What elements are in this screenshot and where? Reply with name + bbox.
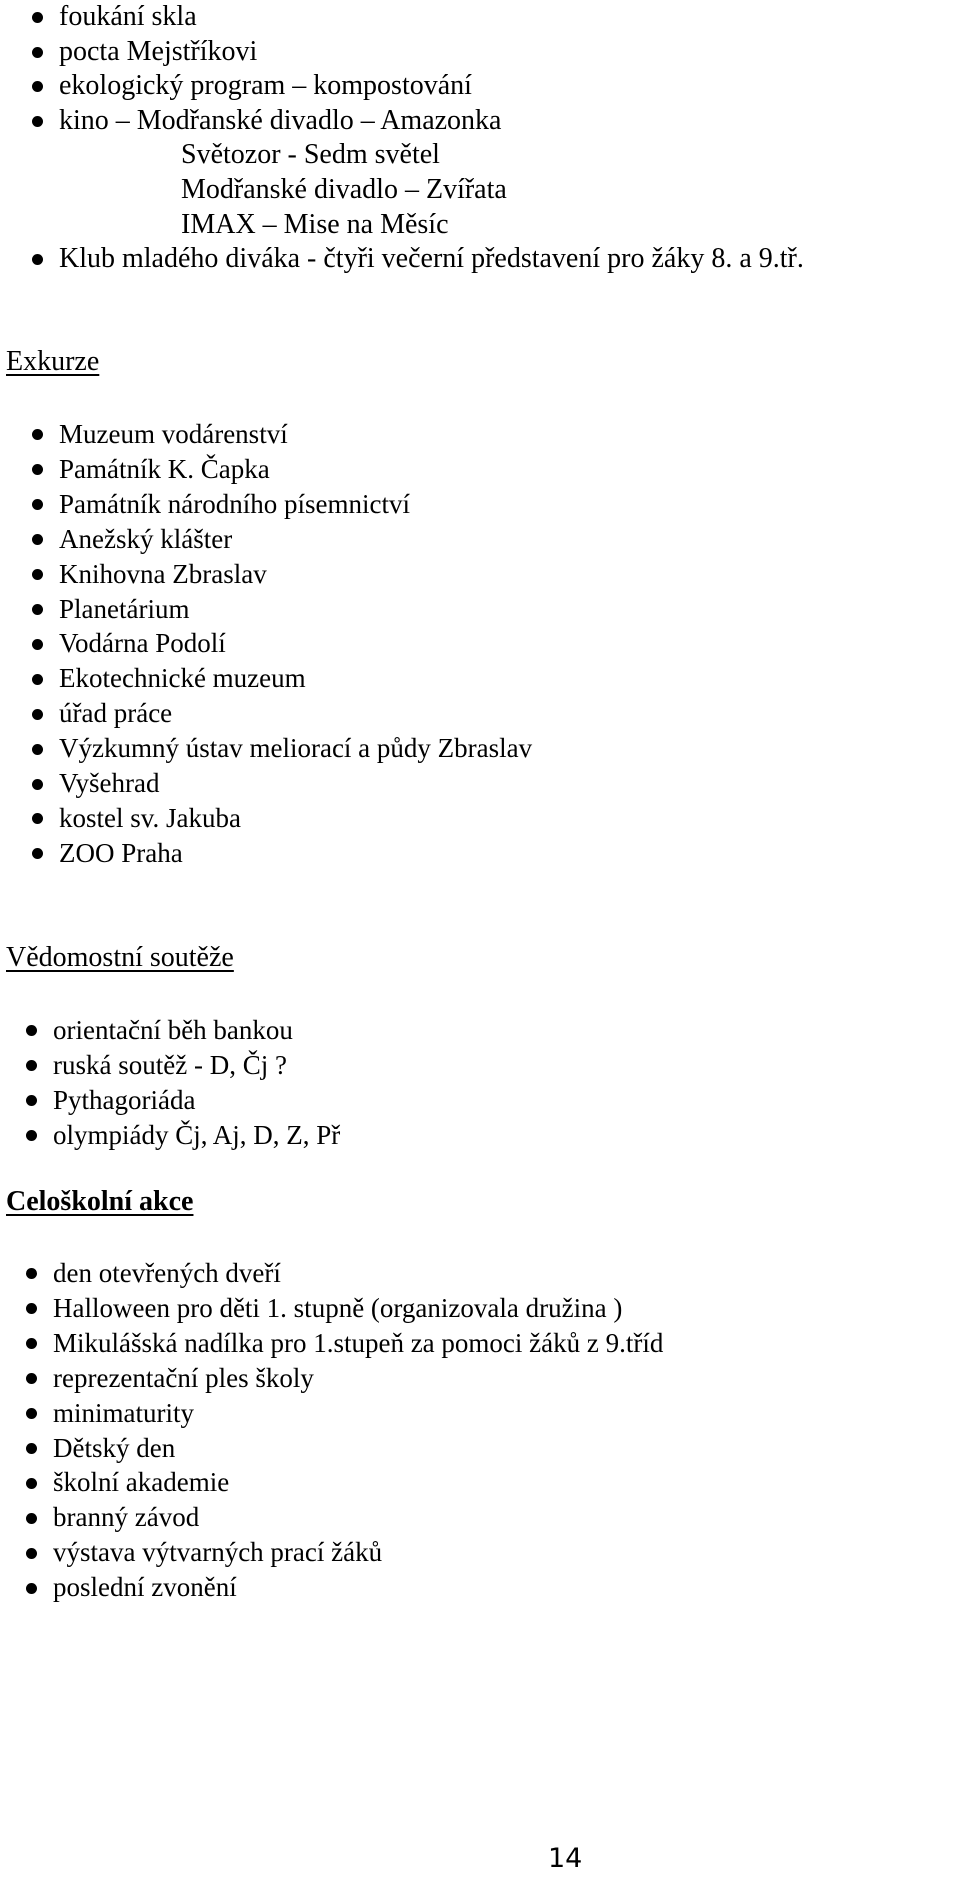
list-item: Vyšehrad (59, 766, 532, 801)
bullet-icon (26, 1548, 37, 1559)
list-item: Památník K. Čapka (59, 452, 532, 487)
bullet-icon (26, 1303, 37, 1314)
bullet-icon (32, 709, 43, 720)
list-item: orientační běh bankou (53, 1013, 340, 1048)
list-item: školní akademie (53, 1465, 663, 1500)
bullet-icon (32, 779, 43, 790)
bullet-icon (26, 1025, 37, 1036)
bullet-icon (26, 1583, 37, 1594)
list-item-continuation: Světozor - Sedm světel (181, 139, 440, 171)
list-item: branný závod (53, 1500, 663, 1535)
bullet-icon (26, 1478, 37, 1489)
heading-celoskolni-akce: Celoškolní akce (6, 1186, 194, 1217)
celoskolni-list (53, 1256, 663, 1605)
bullet-icon (26, 1130, 37, 1141)
list-item: Klub mladého diváka - čtyři večerní představení pro žáky 8. a 9.tř. (59, 242, 804, 277)
bullet-icon (26, 1338, 37, 1349)
vedomostni-list (53, 1013, 340, 1153)
bullet-icon (32, 464, 43, 475)
list-item: Knihovna Zbraslav (59, 557, 532, 592)
list-item: ruská soutěž - D, Čj ? (53, 1048, 340, 1083)
list-item: den otevřených dveří (53, 1256, 663, 1291)
bullet-icon (32, 813, 43, 824)
list-item: reprezentační ples školy (53, 1361, 663, 1396)
list-item: Památník národního písemnictví (59, 487, 532, 522)
list-item: Vodárna Podolí (59, 626, 532, 661)
bullet-icon (32, 81, 43, 92)
bullet-icon (26, 1060, 37, 1071)
bullet-icon (32, 848, 43, 859)
list-item: úřad práce (59, 696, 532, 731)
list-item-continuation: IMAX – Mise na Měsíc (181, 208, 449, 240)
page-number: 14 (548, 1843, 583, 1874)
list-item: minimaturity (53, 1396, 663, 1431)
list-item: Pythagoriáda (53, 1083, 340, 1118)
heading-exkurze: Exkurze (6, 346, 100, 377)
bullet-icon (26, 1408, 37, 1419)
bullet-icon (26, 1513, 37, 1524)
bullet-icon (26, 1268, 37, 1279)
bullet-icon (32, 499, 43, 510)
list-item: Planetárium (59, 592, 532, 627)
list-item: ZOO Praha (59, 836, 532, 871)
list-item-continuation: Modřanské divadlo – Zvířata (181, 173, 507, 205)
list-item: foukání skla (59, 0, 804, 35)
list-item: Výzkumný ústav meliorací a půdy Zbraslav (59, 731, 532, 766)
list-item: Anežský klášter (59, 522, 532, 557)
bullet-icon (32, 429, 43, 440)
bullet-icon (32, 116, 43, 127)
bullet-icon (32, 604, 43, 615)
bullet-icon (32, 47, 43, 58)
bullet-icon (32, 12, 43, 23)
list-item: výstava výtvarných prací žáků (53, 1535, 663, 1570)
list-item: Ekotechnické muzeum (59, 661, 532, 696)
bullet-icon (26, 1373, 37, 1384)
list-item: Mikulášská nadílka pro 1.stupeň za pomoci žáků z 9.tříd (53, 1326, 663, 1361)
heading-vedomostni-souteze: Vědomostní soutěže (6, 942, 234, 973)
list-item: olympiády Čj, Aj, D, Z, Př (53, 1118, 340, 1153)
bullet-icon (26, 1443, 37, 1454)
list-item: pocta Mejstříkovi (59, 35, 804, 70)
list-item: poslední zvonění (53, 1570, 663, 1605)
list-item: ekologický program – kompostování (59, 69, 804, 104)
bullet-icon (32, 674, 43, 685)
bullet-icon (32, 254, 43, 265)
list-item: Halloween pro děti 1. stupně (organizovala družina ) (53, 1291, 663, 1326)
top-list (59, 0, 804, 277)
list-item: Muzeum vodárenství (59, 417, 532, 452)
bullet-icon (26, 1095, 37, 1106)
exkurze-list (59, 417, 532, 871)
list-item: Dětský den (53, 1431, 663, 1466)
bullet-icon (32, 534, 43, 545)
list-item: kostel sv. Jakuba (59, 801, 532, 836)
list-item: kino – Modřanské divadlo – Amazonka (59, 104, 804, 139)
bullet-icon (32, 569, 43, 580)
bullet-icon (32, 744, 43, 755)
bullet-icon (32, 639, 43, 650)
